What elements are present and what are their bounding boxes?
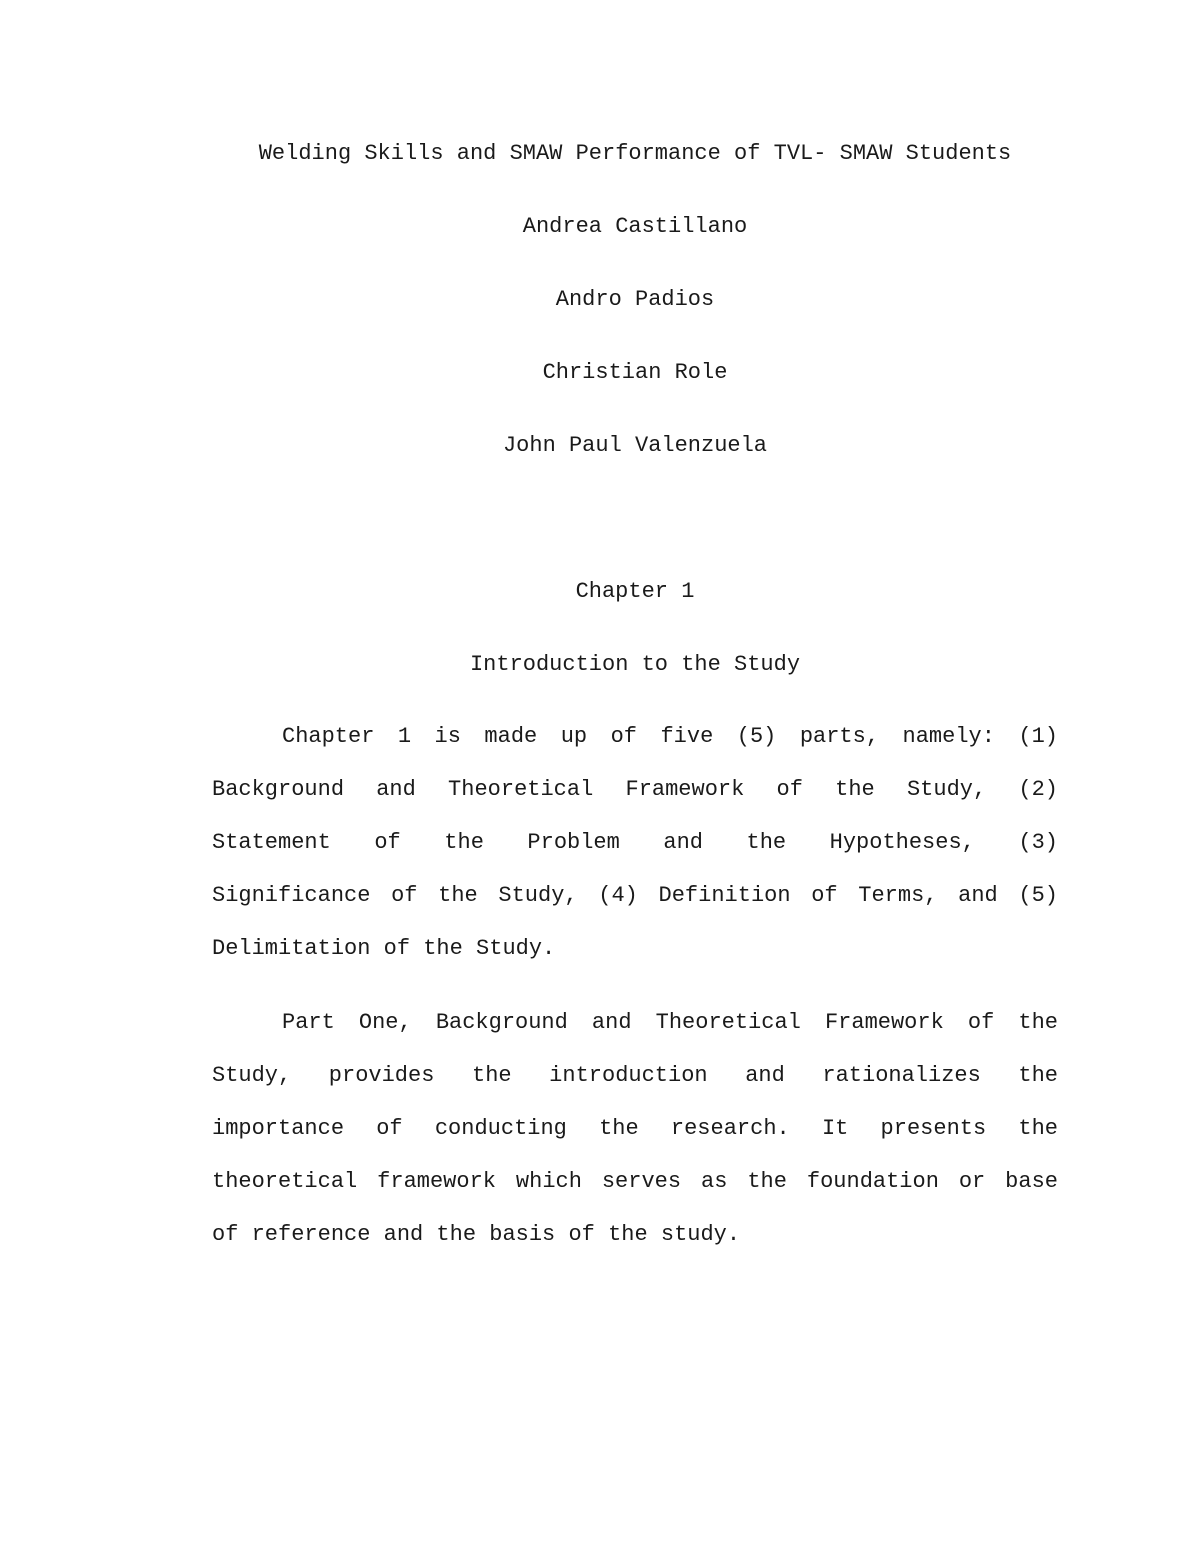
- paragraph-line: Significance of the Study, (4) Definition of Terms, and (5): [212, 883, 1058, 908]
- paragraph-line: Delimitation of the Study.: [212, 936, 556, 961]
- author-name: Andrea Castillano: [522, 214, 748, 239]
- paragraph-line: Part One, Background and Theoretical Framework of the: [282, 1010, 1058, 1035]
- chapter-label: Chapter 1: [575, 579, 695, 604]
- paragraph-line: theoretical framework which serves as the foundation or base: [212, 1169, 1058, 1194]
- paragraph-line: of reference and the basis of the study.: [212, 1222, 741, 1247]
- body-paragraph: [212, 1010, 1058, 1275]
- paragraph-line: Background and Theoretical Framework of the Study, (2): [212, 777, 1058, 802]
- paper-title: Welding Skills and SMAW Performance of TVL- SMAW Students: [258, 141, 1012, 166]
- author-name: Andro Padios: [555, 287, 715, 312]
- paragraph-line: Study, provides the introduction and rationalizes the: [212, 1063, 1058, 1088]
- paragraph-line: Chapter 1 is made up of five (5) parts, namely: (1): [282, 724, 1058, 749]
- chapter-title: Introduction to the Study: [469, 652, 801, 677]
- body-paragraph: [212, 724, 1058, 989]
- author-name: John Paul Valenzuela: [502, 433, 768, 458]
- paragraph-line: importance of conducting the research. It presents the: [212, 1116, 1058, 1141]
- author-name: Christian Role: [542, 360, 728, 385]
- paragraph-line: Statement of the Problem and the Hypotheses, (3): [212, 830, 1058, 855]
